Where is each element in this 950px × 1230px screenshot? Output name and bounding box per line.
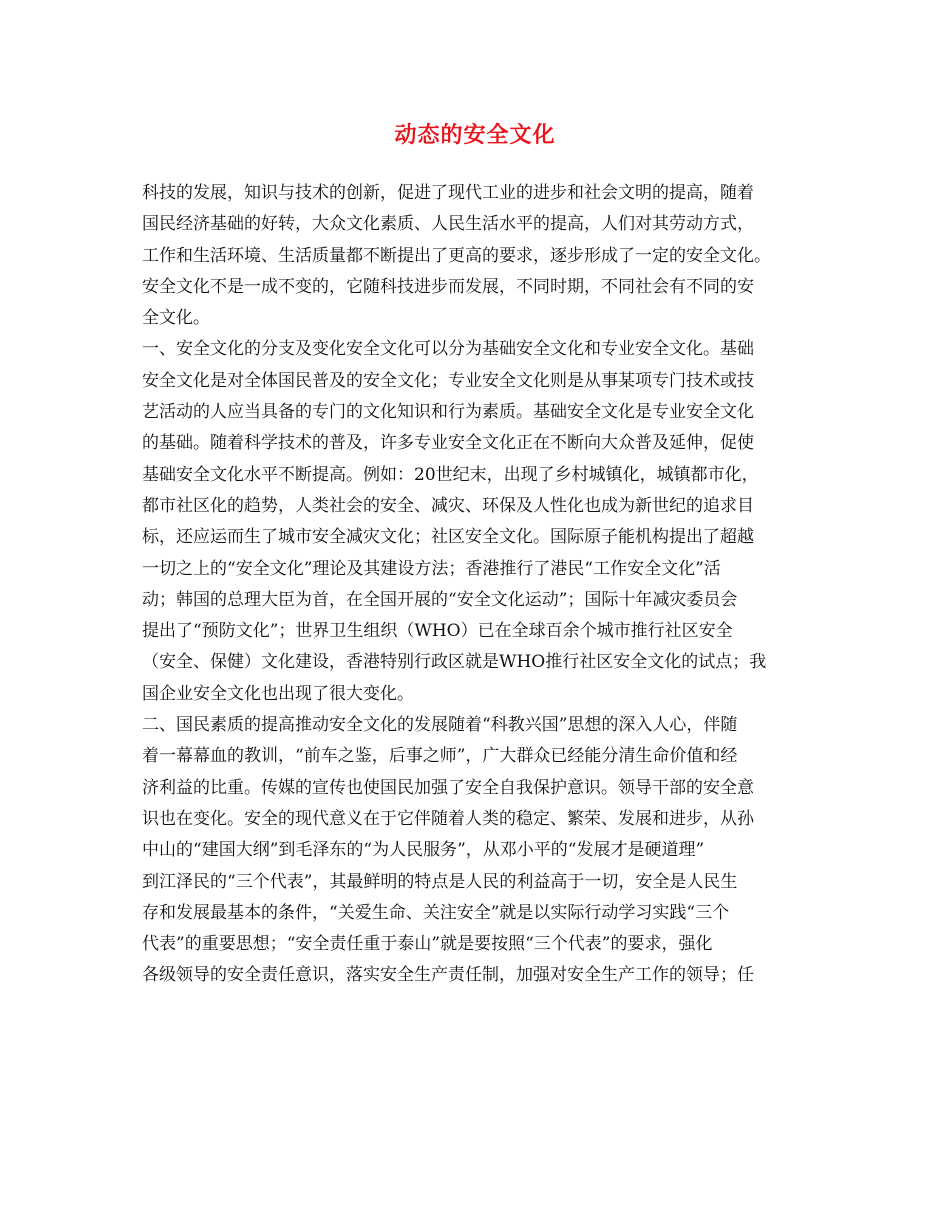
text-line: 全文化。 xyxy=(142,308,210,329)
text-line: 科技的发展，知识与技术的创新，促进了现代工业的进步和社会文明的提高，随着 xyxy=(142,183,754,203)
text-line: 动；韩国的总理大臣为首，在全国开展的“安全文化运动”；国际十年减灾委员会 xyxy=(142,589,738,610)
text-line: 基础安全文化水平不断提高。例如：20世纪末，出现了乡村城镇化，城镇都市化， xyxy=(142,464,759,485)
text-line: 国企业安全文化也出现了很大变化。 xyxy=(142,683,414,704)
document-title: 动态的安全文化 xyxy=(394,122,556,148)
text-line: 着一幕幕血的教训，“前车之鉴，后事之师”，广大群众已经能分清生命价值和经 xyxy=(142,746,738,767)
text-line: 艺活动的人应当具备的专门的文化知识和行为素质。基础安全文化是专业安全文化 xyxy=(142,402,754,423)
text-line: 一切之上的“安全文化”理论及其建设方法；香港推行了港民“工作安全文化”活 xyxy=(142,558,721,579)
text-line: 二、国民素质的提高推动安全文化的发展随着“科教兴国”思想的深入人心，伴随 xyxy=(142,715,738,736)
text-line: 存和发展最基本的条件，“关爱生命、关注安全”就是以实际行动学习实践“三个 xyxy=(142,902,730,923)
text-line: 工作和生活环境、生活质量都不断提出了更高的要求，逐步形成了一定的安全文化。 xyxy=(142,245,771,266)
text-line: 识也在变化。安全的现代意义在于它伴随着人类的稳定、繁荣、发展和进步，从孙 xyxy=(142,808,754,829)
text-line: 一、安全文化的分支及变化安全文化可以分为基础安全文化和专业安全文化。基础 xyxy=(142,339,754,360)
text-line: 提出了“预防文化”；世界卫生组织（WHO）已在全球百余个城市推行社区安全 xyxy=(142,621,733,642)
text-line: （安全、保健）文化建设，香港特别行政区就是WHO推行社区安全文化的试点；我 xyxy=(142,652,767,673)
text-line: 各级领导的安全责任意识，落实安全生产责任制，加强对安全生产工作的领导；任 xyxy=(142,965,754,986)
text-line: 国民经济基础的好转，大众文化素质、人民生活水平的提高，人们对其劳动方式， xyxy=(142,214,754,235)
text-line: 济利益的比重。传媒的宣传也使国民加强了安全自我保护意识。领导干部的安全意 xyxy=(142,777,754,798)
text-line: 标，还应运而生了城市安全减灾文化；社区安全文化。国际原子能机构提出了超越 xyxy=(142,527,754,548)
text-line: 安全文化是对全体国民普及的安全文化；专业安全文化则是从事某项专门技术或技 xyxy=(142,370,754,391)
text-line: 都市社区化的趋势，人类社会的安全、减灾、环保及人性化也成为新世纪的追求目 xyxy=(142,495,754,516)
text-line: 到江泽民的“三个代表”，其最鲜明的特点是人民的利益高于一切，安全是人民生 xyxy=(142,871,738,892)
text-line: 中山的“建国大纲”到毛泽东的“为人民服务”，从邓小平的“发展才是硬道理” xyxy=(142,840,705,861)
text-line: 代表”的重要思想；“安全责任重于泰山”就是要按照“三个代表”的要求，强化 xyxy=(142,934,713,955)
text-line: 安全文化不是一成不变的，它随科技进步而发展，不同时期，不同社会有不同的安 xyxy=(142,276,754,297)
document-body xyxy=(142,178,814,992)
text-line: 的基础。随着科学技术的普及，许多专业安全文化正在不断向大众普及延伸，促使 xyxy=(142,433,754,454)
